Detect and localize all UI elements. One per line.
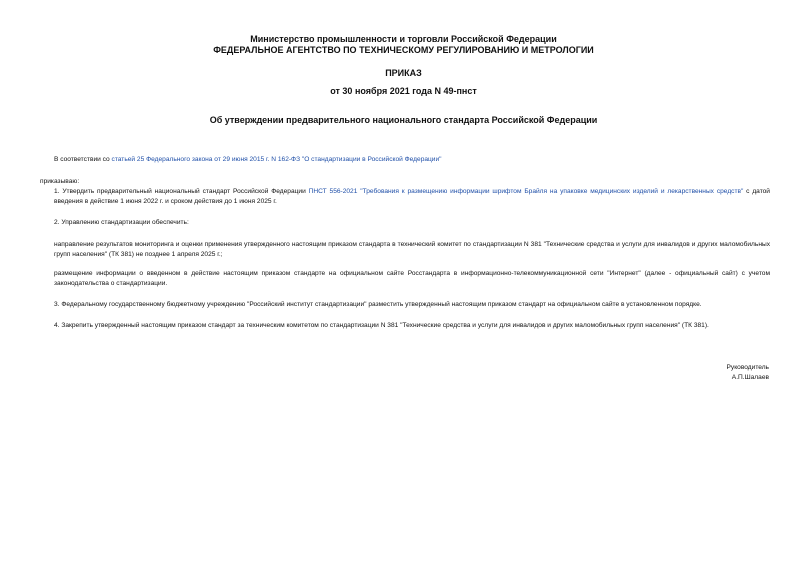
item-4: 4. Закрепить утвержденный настоящим приказом стандарт за техническим комитетом по стандартизации N 381 "Технические средства и услуги для инвалидов и других маломобильных групп населения" (ТК 381). — [54, 322, 709, 329]
item-2b: размещение информации о введенном в действие настоящим приказом стандарте на официальном сайте Росстандарта в информационно-телекоммуникационной сети "Интернет" (далее - официальный сайт) с учетом законодательства о стандартизации. — [54, 270, 770, 287]
date-number: от 30 ноября 2021 года N 49-пнст — [330, 86, 477, 96]
item-2: 2. Управлению стандартизации обеспечить: — [54, 219, 189, 226]
agency-name: ФЕДЕРАЛЬНОЕ АГЕНТСТВО ПО ТЕХНИЧЕСКОМУ РЕГУЛИРОВАНИЮ И МЕТРОЛОГИИ — [213, 45, 594, 55]
intro-text: В соответствии со — [54, 156, 112, 163]
item-1-tail: с датой введения в действие 1 июня 2022 г. и сроком действия до 1 июня 2025 г. — [54, 188, 770, 205]
item-1-text: 1. Утвердить предварительный национальный стандарт Российской Федерации — [54, 188, 309, 195]
signature-position: Руководитель — [726, 364, 769, 371]
document-title: Об утверждении предварительного национального стандарта Российской Федерации — [209, 115, 598, 125]
doc-type: ПРИКАЗ — [385, 68, 422, 78]
ministry-name: Министерство промышленности и торговли Российской Федерации — [250, 34, 557, 44]
item-1 — [54, 187, 770, 206]
law-link[interactable]: статьей 25 Федерального закона от 29 июня 2015 г. N 162-ФЗ "О стандартизации в Российской Федерации" — [111, 156, 442, 163]
item-2a: направление результатов мониторинга и оценки применения утвержденного настоящим приказом стандарта в технический комитет по стандартизации N 381 "Технические средства и услуги для инвалидов и других маломобильных групп населения" (ТК 381) не позднее 1 апреля 2025 г.; — [54, 241, 770, 258]
signature-name: А.П.Шалаев — [731, 374, 769, 381]
item-3: 3. Федеральному государственному бюджетному учреждению "Российский институт стандартизации" разместить утвержденный настоящим приказом стандарт на официальном сайте в установленном порядке. — [54, 301, 702, 308]
intro-paragraph — [54, 155, 770, 165]
order-word: приказываю: — [40, 178, 80, 185]
standard-link[interactable]: ПНСТ 556-2021 "Требования к размещению информации шрифтом Брайля на упаковке медицинских изделий и лекарственных средств" — [308, 188, 744, 195]
